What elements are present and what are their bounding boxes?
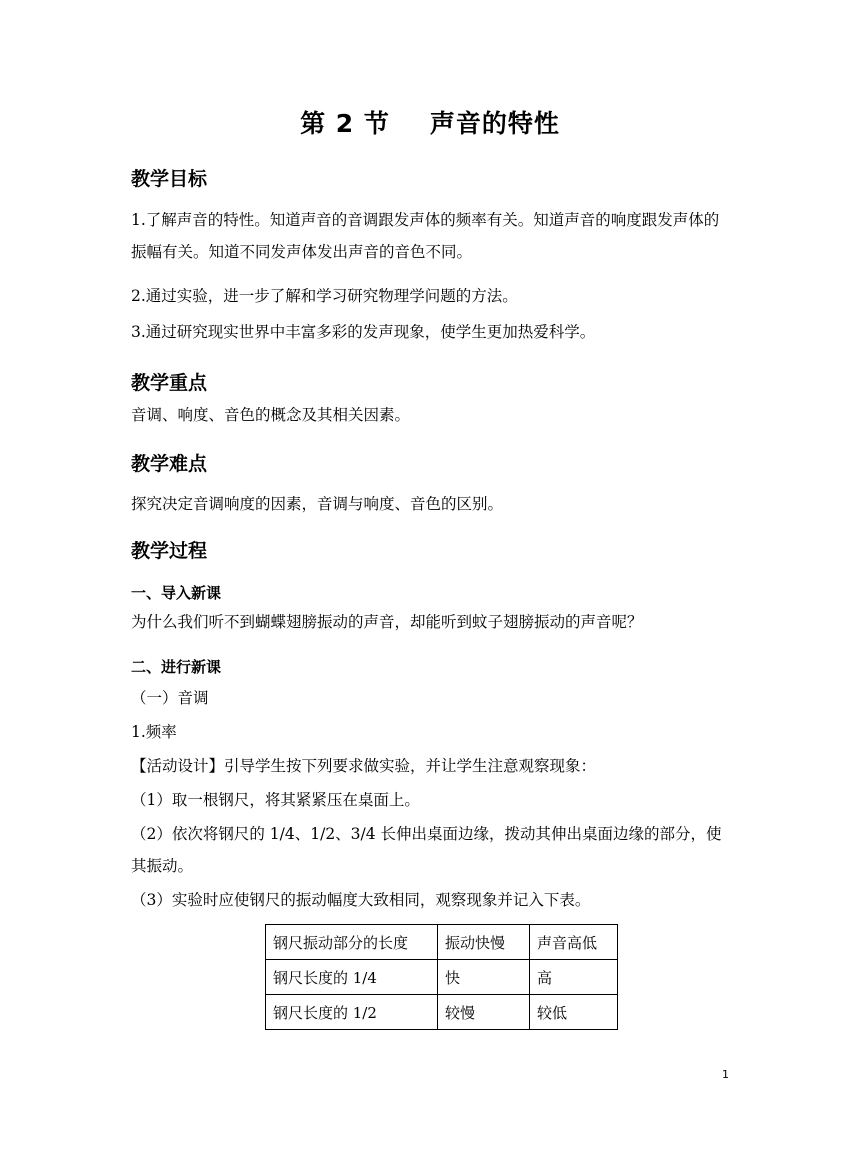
objectives-heading: 教学目标 bbox=[131, 168, 208, 190]
table-header-cell: 钢尺振动部分的长度 bbox=[266, 925, 438, 960]
table-row bbox=[266, 960, 618, 995]
new-lesson-heading: 二、进行新课 bbox=[131, 658, 222, 676]
step-item: （2）依次将钢尺的 1/4、1/2、3/4 长伸出桌面边缘，拨动其伸出桌面边缘的部分，使其振动。 bbox=[131, 825, 722, 875]
objective-item: 3.通过研究现实世界中丰富多彩的发声现象，使学生更加热爱科学。 bbox=[131, 323, 596, 341]
table-row bbox=[266, 995, 618, 1030]
table-header-cell: 振动快慢 bbox=[438, 925, 530, 960]
table-cell: 较低 bbox=[530, 995, 618, 1030]
process-heading: 教学过程 bbox=[131, 540, 208, 562]
table-header-cell: 声音高低 bbox=[530, 925, 618, 960]
experiment-table bbox=[265, 924, 618, 1030]
objective-item: 1.了解声音的特性。知道声音的音调跟发声体的频率有关。知道声音的响度跟发声体的振幅有关。知道不同发声体发出声音的音色不同。 bbox=[131, 211, 720, 261]
table-cell: 较慢 bbox=[438, 995, 530, 1030]
key-points-heading: 教学重点 bbox=[131, 372, 208, 394]
section-title: 声音的特性 bbox=[429, 109, 560, 138]
page-number: 1 bbox=[722, 1068, 729, 1081]
table-header-row bbox=[266, 925, 618, 960]
page-title bbox=[0, 104, 860, 140]
subsection-title: 1.频率 bbox=[131, 723, 177, 741]
table-cell: 高 bbox=[530, 960, 618, 995]
table-cell: 钢尺长度的 1/2 bbox=[266, 995, 438, 1030]
section-number: 第 2 节 bbox=[300, 109, 390, 138]
subsection-title: （一）音调 bbox=[131, 689, 209, 707]
objective-item: 2.通过实验，进一步了解和学习研究物理学问题的方法。 bbox=[131, 287, 518, 305]
difficulties-heading: 教学难点 bbox=[131, 453, 208, 475]
activity-text: 【活动设计】引导学生按下列要求做实验，并让学生注意观察现象： bbox=[131, 757, 597, 775]
intro-text: 为什么我们听不到蝴蝶翅膀振动的声音，却能听到蚊子翅膀振动的声音呢？ bbox=[131, 613, 643, 631]
intro-heading: 一、导入新课 bbox=[131, 584, 222, 602]
key-points-text: 音调、响度、音色的概念及其相关因素。 bbox=[131, 406, 411, 424]
step-item: （1）取一根钢尺，将其紧紧压在桌面上。 bbox=[131, 791, 420, 809]
table-cell: 快 bbox=[438, 960, 530, 995]
step-item: （3）实验时应使钢尺的振动幅度大致相同，观察现象并记入下表。 bbox=[131, 891, 591, 909]
difficulties-text: 探究决定音调响度的因素，音调与响度、音色的区别。 bbox=[131, 495, 504, 513]
table-cell: 钢尺长度的 1/4 bbox=[266, 960, 438, 995]
